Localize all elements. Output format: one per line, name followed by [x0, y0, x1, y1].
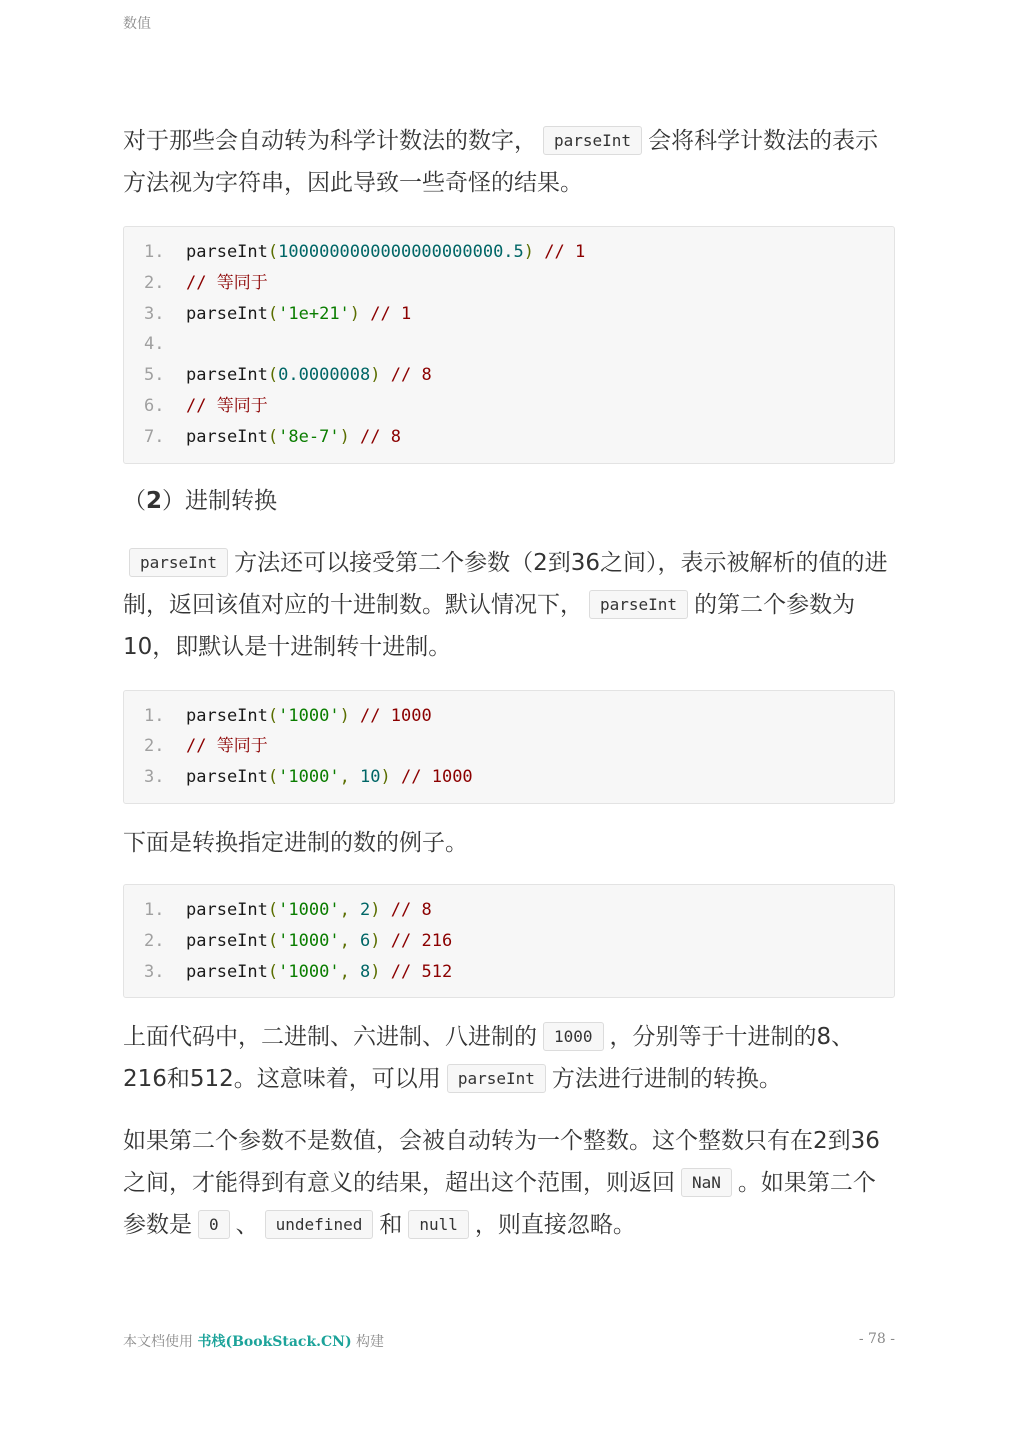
code-paren: (	[267, 767, 279, 788]
paragraph-text: 、	[235, 1212, 259, 1239]
code-line	[144, 329, 874, 360]
code-line	[144, 762, 874, 793]
line-number: 7.	[144, 426, 165, 447]
code-function: parseInt	[186, 767, 268, 788]
code-comment: // 512	[380, 961, 453, 982]
footer-prefix: 本文档使用	[123, 1334, 198, 1350]
code-function: parseInt	[186, 242, 268, 262]
code-paren: )	[339, 426, 350, 447]
line-number: 1.	[144, 899, 165, 920]
code-line	[144, 957, 874, 988]
paragraph-text: 和	[379, 1212, 403, 1239]
code-paren: )	[349, 303, 361, 324]
inline-code: parseInt	[447, 1064, 546, 1093]
code-paren: )	[370, 930, 381, 951]
line-number: 1.	[144, 242, 165, 262]
code-paren: (	[267, 303, 279, 324]
inline-code: NaN	[681, 1168, 732, 1197]
code-comment: // 等同于	[186, 736, 268, 757]
inline-code: undefined	[265, 1210, 374, 1239]
line-number: 2.	[144, 272, 165, 293]
code-comment: // 等同于	[186, 395, 268, 416]
code-line	[144, 926, 874, 957]
paragraph-radix-explanation	[123, 1016, 895, 1100]
heading-text: ）进制转换	[162, 487, 278, 514]
page-content	[123, 120, 895, 1246]
code-line	[144, 422, 874, 453]
paragraph-text: 如果第二个参数不是数值，会被自动转为一个整数。这个整数只有在2到36之间，才能得到有意义的结果，超出这个范围，则返回	[123, 1128, 880, 1197]
code-line	[144, 360, 874, 391]
code-paren: )	[523, 242, 535, 262]
paragraph-text: 。如果第二个参数是	[123, 1170, 876, 1239]
code-block-scientific	[123, 226, 895, 464]
code-function: parseInt	[186, 930, 268, 951]
paragraph-text: 方法还可以接受第二个参数（2到36之间），表示被解析的值的进制，返回该值对应的十进制数。默认情况下，	[123, 549, 888, 618]
running-header: 数值	[123, 16, 151, 32]
code-comment: // 1	[360, 303, 412, 324]
line-number: 5.	[144, 365, 165, 386]
code-paren: (	[267, 242, 279, 262]
code-argument: 1000000000000000000000.5	[278, 242, 524, 262]
code-paren: )	[370, 365, 381, 386]
paragraph-text: 对于那些会自动转为科学计数法的数字，	[123, 128, 537, 154]
line-number: 1.	[144, 705, 165, 726]
code-comment: // 等同于	[186, 272, 268, 293]
line-number: 3.	[144, 961, 165, 982]
code-function: parseInt	[186, 303, 268, 324]
code-paren: (	[267, 930, 279, 951]
code-paren: )	[380, 767, 391, 788]
paragraph-text: 方法进行进制的转换。	[551, 1066, 782, 1093]
code-function: parseInt	[186, 899, 268, 920]
code-paren: )	[370, 899, 381, 920]
inline-code: null	[408, 1210, 469, 1239]
paragraph-text: 下面是转换指定进制的数的例子。	[123, 829, 468, 856]
code-line	[144, 731, 874, 762]
code-comment: // 1000	[349, 705, 432, 726]
code-comment: // 1	[534, 242, 586, 262]
code-line	[144, 391, 874, 422]
code-separator: ,	[339, 930, 361, 951]
inline-code: parseInt	[543, 126, 642, 155]
code-argument: 10	[360, 767, 381, 788]
line-number: 2.	[144, 930, 165, 951]
code-function: parseInt	[186, 426, 268, 447]
code-line	[144, 237, 874, 268]
code-argument: '1000'	[278, 705, 340, 726]
line-number: 6.	[144, 395, 165, 416]
code-paren: (	[267, 365, 279, 386]
code-argument: 0.0000008	[278, 365, 371, 386]
inline-code: parseInt	[129, 548, 228, 577]
paragraph-text: ，分别等于十进制的8、216和512。这意味着，可以用	[123, 1024, 855, 1093]
code-function: parseInt	[186, 961, 268, 982]
code-comment: // 8	[349, 426, 401, 447]
page-number: - 78 -	[858, 1331, 895, 1347]
code-function: parseInt	[186, 705, 268, 726]
code-argument: 6	[360, 930, 371, 951]
code-argument: '1000'	[278, 930, 340, 951]
paragraph-invalid-radix	[123, 1120, 895, 1246]
code-argument: '1000'	[278, 961, 340, 982]
code-paren: (	[267, 426, 279, 447]
code-argument: '8e-7'	[278, 426, 340, 447]
code-function: parseInt	[186, 365, 268, 386]
code-paren: (	[267, 705, 279, 726]
code-line	[144, 895, 874, 926]
line-number: 2.	[144, 736, 165, 757]
code-argument: '1000'	[278, 767, 340, 788]
code-comment: // 216	[380, 930, 453, 951]
code-separator: ,	[339, 767, 361, 788]
code-argument: '1000'	[278, 899, 340, 920]
code-paren: (	[267, 961, 279, 982]
line-number: 3.	[144, 303, 165, 324]
code-argument: '1e+21'	[278, 303, 350, 324]
code-line	[144, 299, 874, 330]
paragraph-text: ，则直接忽略。	[474, 1212, 636, 1239]
code-separator: ,	[339, 899, 361, 920]
section-heading-radix	[123, 480, 895, 522]
heading-number: 2	[146, 487, 163, 514]
footer-suffix: 构建	[351, 1334, 385, 1350]
heading-open-paren: （	[123, 487, 146, 514]
code-block-default-radix	[123, 690, 895, 804]
code-block-radix-examples	[123, 884, 895, 998]
paragraph-example-intro	[123, 822, 895, 864]
code-paren: )	[339, 705, 350, 726]
page-footer	[123, 1331, 895, 1351]
paragraph-text: 会将科学计数法的表示方法视为字符串，因此导致一些奇怪的结果。	[123, 128, 879, 196]
code-argument: 2	[360, 899, 371, 920]
line-number: 3.	[144, 767, 165, 788]
inline-code: 1000	[543, 1022, 604, 1051]
code-separator: ,	[339, 961, 361, 982]
paragraph-scientific-notation	[123, 120, 895, 204]
code-paren: (	[267, 899, 279, 920]
code-comment: // 8	[380, 899, 432, 920]
code-paren: )	[370, 961, 381, 982]
line-number: 4.	[144, 334, 165, 355]
code-comment: // 8	[380, 365, 432, 386]
code-line	[144, 268, 874, 299]
paragraph-radix-param	[123, 542, 895, 668]
footer-brand-link[interactable]: 书栈(BookStack.CN)	[197, 1334, 352, 1350]
code-argument: 8	[360, 961, 371, 982]
code-line	[144, 701, 874, 732]
paragraph-text: 的第二个参数为10，即默认是十进制转十进制。	[123, 591, 856, 660]
code-comment: // 1000	[390, 767, 473, 788]
paragraph-text: 上面代码中，二进制、六进制、八进制的	[123, 1024, 537, 1051]
inline-code: 0	[198, 1210, 230, 1239]
inline-code: parseInt	[589, 590, 688, 619]
